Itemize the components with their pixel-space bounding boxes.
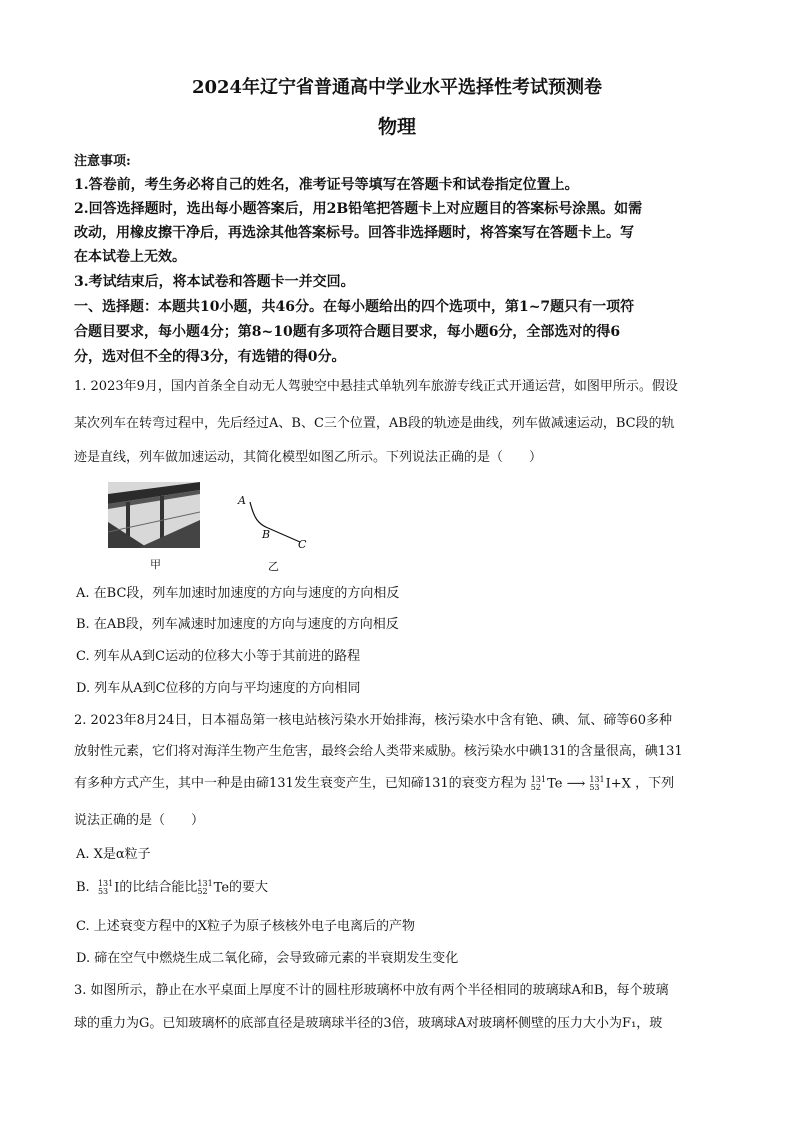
q2-line: 放射性元素，它们将对海洋生物产生危害，最终会给人类带来威胁。核污染水中碘131的含量很高，碘131 bbox=[74, 744, 683, 759]
label-c: C bbox=[298, 538, 307, 551]
q1-figures bbox=[108, 482, 338, 572]
q2-text-tail: ，下列 bbox=[635, 776, 675, 791]
exam-title: 2024年辽宁省普通高中学业水平选择性考试预测卷 bbox=[191, 77, 603, 98]
q3-line: 3. 如图所示，静止在水平桌面上厚度不计的圆柱形玻璃杯中放有两个半径相同的玻璃球A和B，每个玻璃 bbox=[74, 983, 669, 998]
notes-line: 2.回答选择题时，选出每小题答案后，用2B铅笔把答题卡上对应题目的答案标号涂黑。如需 bbox=[74, 201, 643, 217]
q2-option-b: B. 131 53 I的比结合能比 131 52 Te的要大 bbox=[76, 878, 269, 896]
q2-text: 有多种方式产生，其中一种是由碲131发生衰变产生，已知碲131的衰变方程为 bbox=[74, 776, 527, 791]
q2-line: 2. 2023年8月24日，日本福岛第一核电站核污染水开始排海，核污染水中含有铯、碘、氚、碲等60多种 bbox=[74, 713, 672, 728]
label-b: B bbox=[262, 528, 271, 541]
fig-caption-right: 乙 bbox=[268, 560, 279, 573]
q3-line: 球的重力为G。已知玻璃杯的底部直径是玻璃球半径的3倍，玻璃球A对玻璃杯侧壁的压力大小为F₁，玻 bbox=[74, 1016, 663, 1031]
track-diagram bbox=[234, 488, 324, 550]
q2-option-d: D. 碲在空气中燃烧生成二氧化碲，会导致碲元素的半衰期发生变化 bbox=[76, 951, 459, 966]
equation: 131 52 Te ⟶ 131 53 I+X bbox=[530, 774, 631, 792]
q1-option-c: C. 列车从A到C运动的位移大小等于其前进的路程 bbox=[76, 649, 361, 664]
monorail-photo bbox=[108, 482, 200, 548]
fig-caption-left: 甲 bbox=[150, 558, 161, 571]
q1-line: 1. 2023年9月，国内首条全自动无人驾驶空中悬挂式单轨列车旅游专线正式开通运营，如图甲所示。假设 bbox=[74, 379, 678, 394]
q1-line: 迹是直线，列车做加速运动，其简化模型如图乙所示。下列说法正确的是（ ） bbox=[74, 450, 543, 465]
notes-line: 1.答卷前，考生务必将自己的姓名，准考证号等填写在答题卡和试卷指定位置上。 bbox=[74, 177, 579, 193]
q1-option-b: B. 在AB段，列车减速时加速度的方向与速度的方向相反 bbox=[76, 617, 399, 632]
notes-line: 在本试卷上无效。 bbox=[74, 249, 186, 265]
notes-line: 改动，用橡皮擦干净后，再选涂其他答案标号。回答非选择题时，将答案写在答题卡上。写 bbox=[74, 225, 634, 241]
q2-line bbox=[74, 772, 674, 792]
q2-option-a: A. X是α粒子 bbox=[76, 847, 151, 862]
subject-title: 物理 bbox=[377, 116, 416, 138]
notes-heading: 注意事项: bbox=[74, 154, 131, 169]
q2-line: 说法正确的是（ ） bbox=[74, 813, 205, 828]
q2-option-c: C. 上述衰变方程中的X粒子为原子核核外电子电离后的产物 bbox=[76, 919, 416, 934]
label-a: A bbox=[238, 494, 246, 507]
section-line: 分，选对但不全的得3分，有选错的得0分。 bbox=[74, 349, 346, 365]
q1-option-a: A. 在BC段，列车加速时加速度的方向与速度的方向相反 bbox=[76, 586, 400, 601]
q1-line: 某次列车在转弯过程中，先后经过A、B、C三个位置，AB段的轨迹是曲线，列车做减速运动，BC段的轨 bbox=[74, 416, 675, 431]
q1-option-d: D. 列车从A到C位移的方向与平均速度的方向相同 bbox=[76, 681, 361, 696]
section-line: 合题目要求，每小题4分；第8~10题有多项符合题目要求，每小题6分，全部选对的得6 bbox=[74, 324, 621, 340]
section-line: 一、选择题：本题共10小题，共46分。在每小题给出的四个选项中，第1~7题只有一项符 bbox=[74, 299, 635, 315]
notes-line: 3.考试结束后，将本试卷和答题卡一并交回。 bbox=[74, 274, 355, 290]
